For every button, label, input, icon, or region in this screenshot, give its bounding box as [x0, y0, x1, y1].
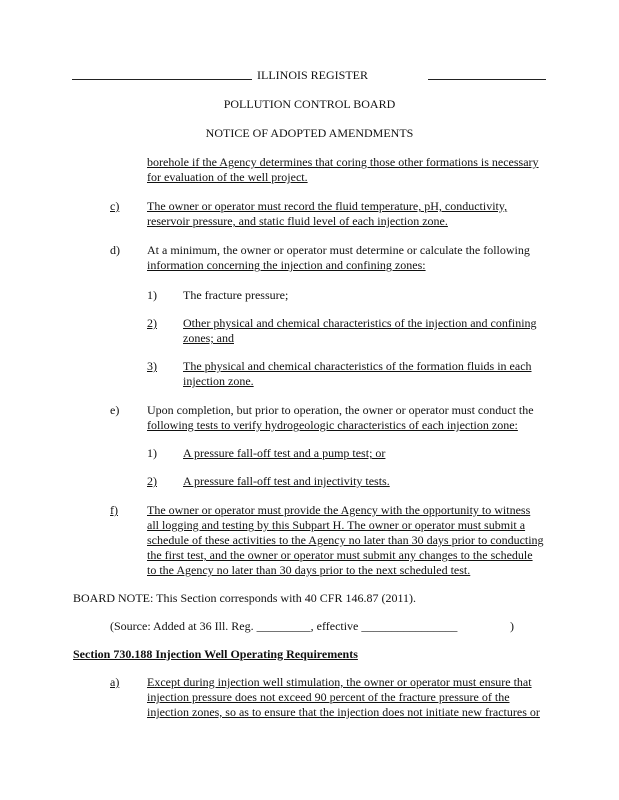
- section-heading: Section 730.188 Injection Well Operating Requirements: [73, 647, 358, 661]
- item-f-line-4: the first test, and the owner or operator must submit any changes to the schedule: [147, 548, 533, 562]
- item-e1-num: 1): [147, 446, 157, 460]
- item-c-label: c): [110, 199, 120, 213]
- item-e2-num: 2): [147, 474, 157, 488]
- item-e-line-1: Upon completion, but prior to operation, the owner or operator must conduct the: [147, 403, 534, 417]
- source-line: (Source: Added at 36 Ill. Reg. _________, effective ________________: [110, 619, 458, 633]
- notice-title: NOTICE OF ADOPTED AMENDMENTS: [205, 126, 414, 140]
- item-d3-line-1: The physical and chemical characteristics of the formation fluids in each: [183, 359, 532, 373]
- header-rule-right: [428, 79, 546, 80]
- item-d-line-1: At a minimum, the owner or operator must determine or calculate the following: [147, 243, 530, 257]
- item-d-label: d): [110, 243, 120, 257]
- item-d1-num: 1): [147, 288, 157, 302]
- item-e-label: e): [110, 403, 120, 417]
- item-d-line-2: information concerning the injection and confining zones:: [147, 258, 426, 272]
- item-c-line-2: reservoir pressure, and static fluid level of each injection zone.: [147, 214, 448, 228]
- item-a-label: a): [110, 675, 120, 689]
- item-f-label: f): [110, 503, 118, 517]
- item-f-line-5: to the Agency no later than 30 days prior to the next scheduled test.: [147, 563, 471, 577]
- intro-line-2: for evaluation of the well project.: [147, 170, 308, 184]
- item-d2-num: 2): [147, 316, 157, 330]
- register-title: ILLINOIS REGISTER: [257, 68, 368, 82]
- item-a-line-2: injection pressure does not exceed 90 percent of the fracture pressure of the: [147, 690, 510, 704]
- item-e1-text: A pressure fall-off test and a pump test; or: [183, 446, 386, 460]
- header-rule-left: [72, 79, 252, 80]
- item-d3-num: 3): [147, 359, 157, 373]
- item-f-line-3: schedule of these activities to the Agency no later than 30 days prior to conducting: [147, 533, 544, 547]
- item-e-line-2: following tests to verify hydrogeologic characteristics of each injection zone:: [147, 418, 518, 432]
- intro-line-1: borehole if the Agency determines that coring those other formations is necessary: [147, 155, 539, 169]
- board-title: POLLUTION CONTROL BOARD: [223, 97, 396, 111]
- item-e2-text: A pressure fall-off test and injectivity tests.: [183, 474, 390, 488]
- item-d2-line-2: zones; and: [183, 331, 234, 345]
- item-c-line-1: The owner or operator must record the fluid temperature, pH, conductivity,: [147, 199, 508, 213]
- item-d2-line-1: Other physical and chemical characteristics of the injection and confining: [183, 316, 537, 330]
- item-d3-line-2: injection zone.: [183, 374, 254, 388]
- item-f-line-1: The owner or operator must provide the Agency with the opportunity to witness: [147, 503, 531, 517]
- board-note: BOARD NOTE: This Section corresponds with 40 CFR 146.87 (2011).: [73, 591, 416, 605]
- source-close-paren: ): [510, 619, 514, 633]
- item-a-line-1: Except during injection well stimulation, the owner or operator must ensure that: [147, 675, 532, 689]
- item-d1-text: The fracture pressure;: [183, 288, 289, 302]
- item-a-line-3: injection zones, so as to ensure that the injection does not initiate new fractures or: [147, 705, 540, 719]
- item-f-line-2: all logging and testing by this Subpart H. The owner or operator must submit a: [147, 518, 526, 532]
